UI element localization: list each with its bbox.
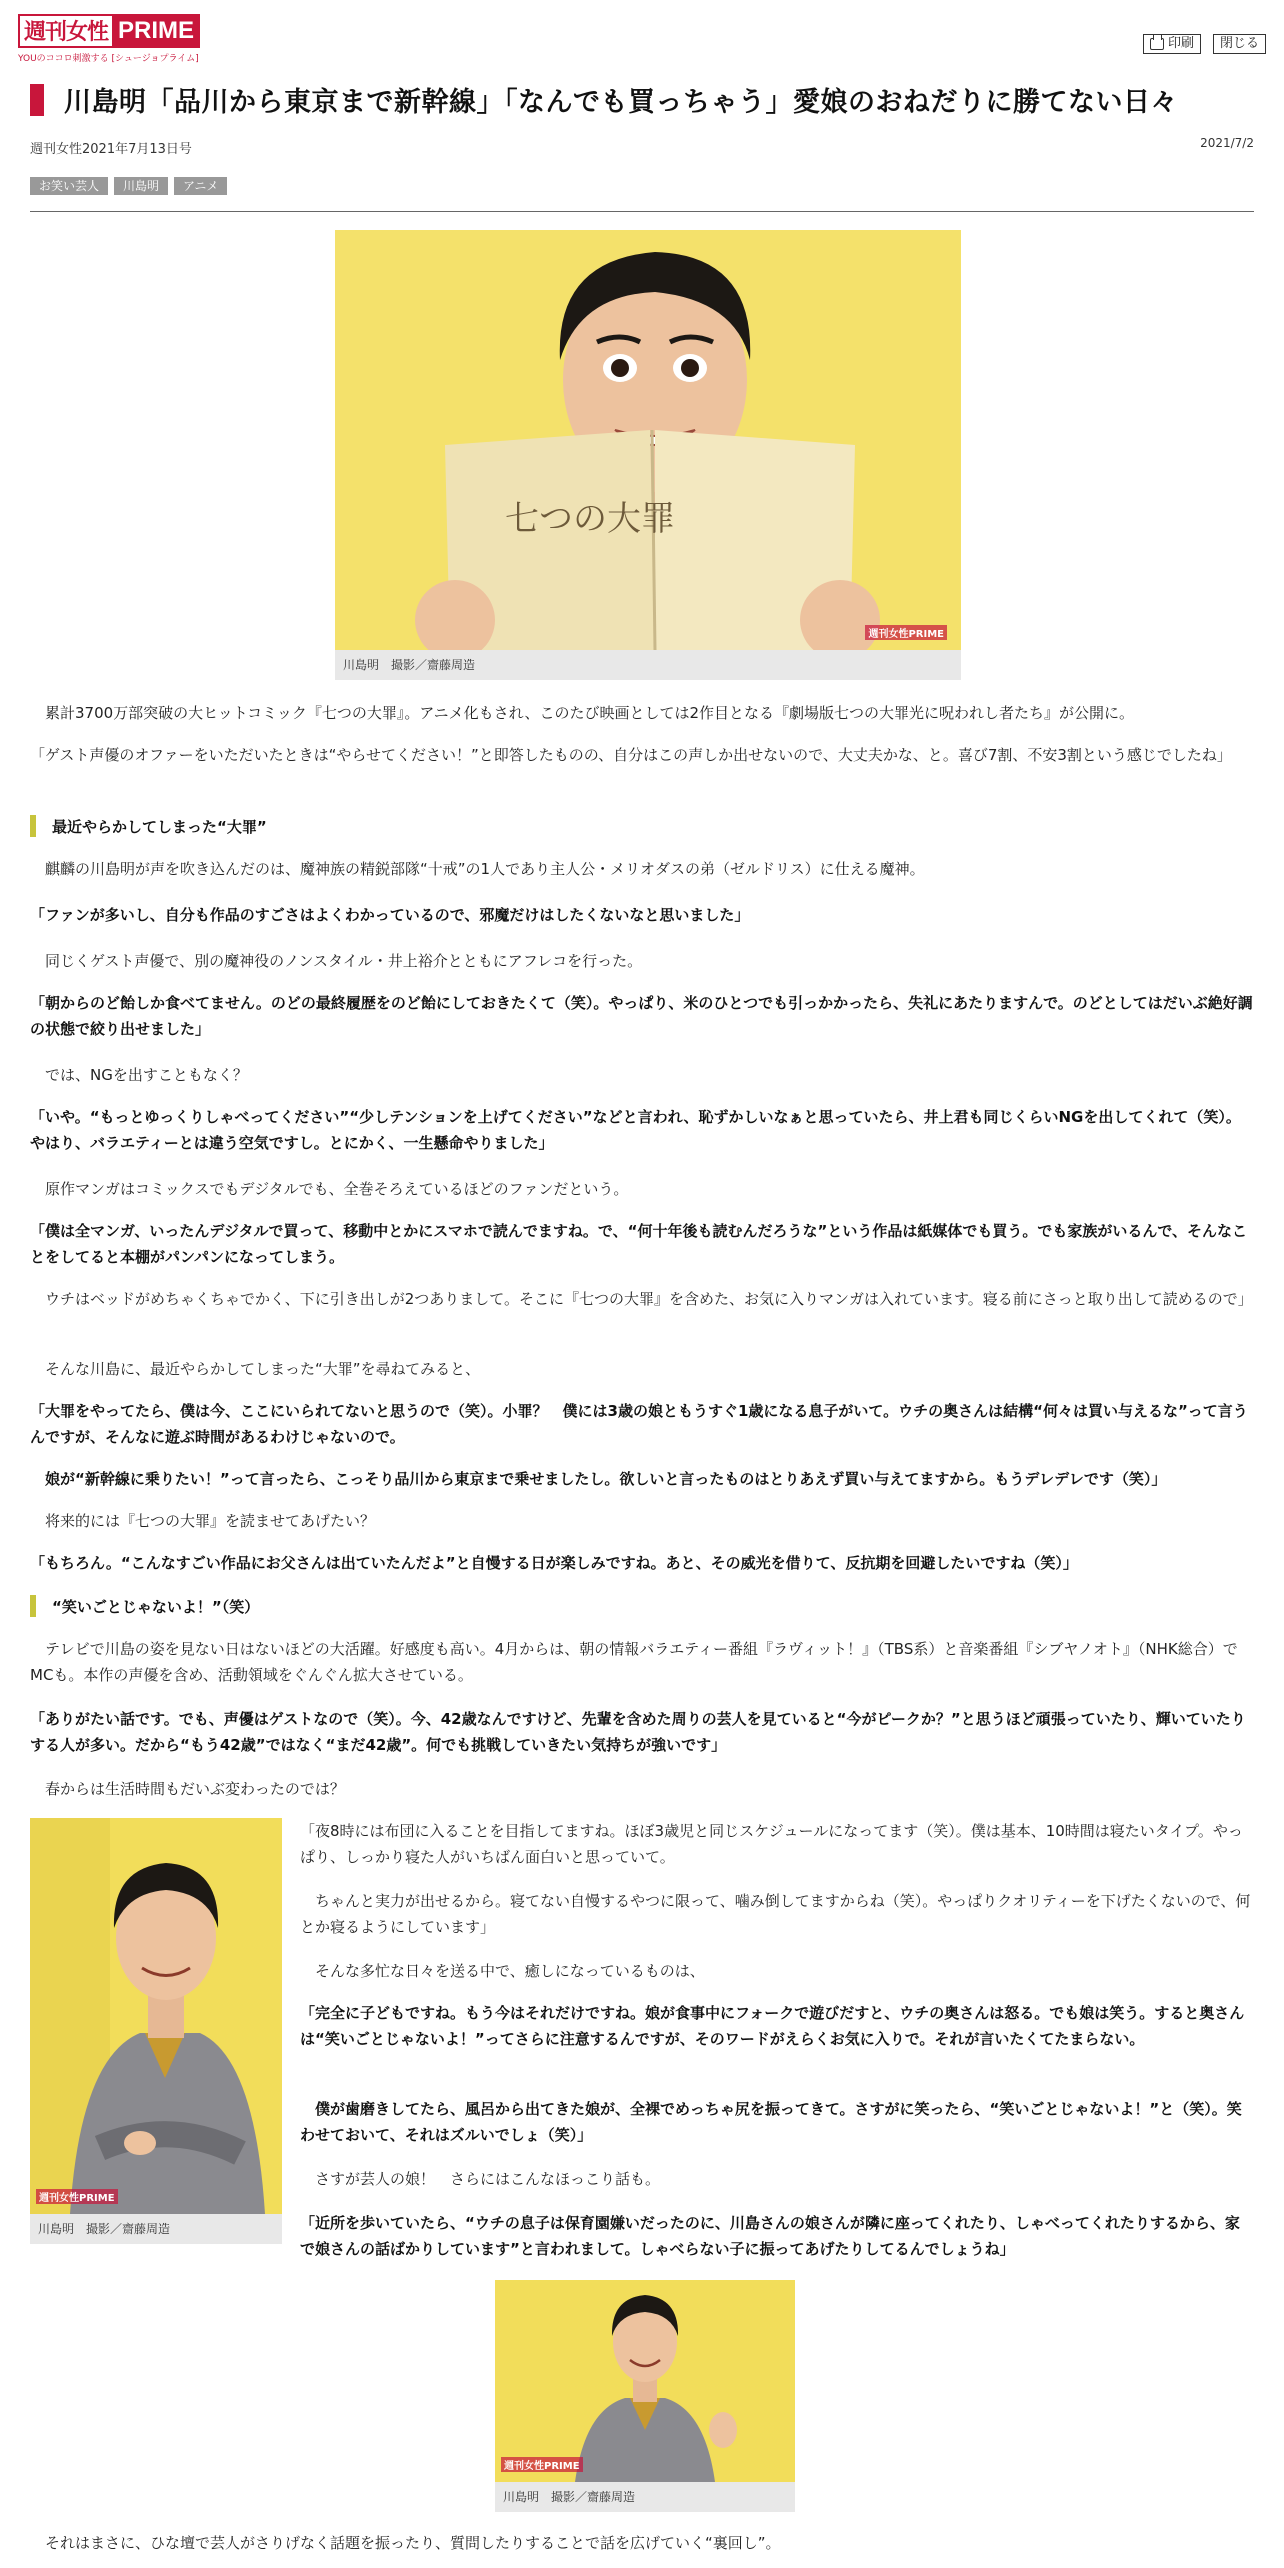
- printer-icon: [1150, 38, 1164, 50]
- main-photo: [335, 230, 961, 680]
- quote-paragraph: 「もちろん。“こんなすごい作品にお父さんは出ていたんだよ”と自慢する日が楽しみですね。あと、その威光を借りて、反抗期を回避したいですね（笑）」: [30, 1554, 1078, 1572]
- tag-item[interactable]: お笑い芸人: [30, 177, 108, 195]
- bottom-photo-image: [495, 2280, 795, 2482]
- quote-paragraph: 「朝からのど飴しか食べてません。のどの最終履歴をのど飴にしておきたくて（笑）。やっぱり、米のひとつでも引っかかったら、失礼にあたりますんで。のどとしてはだいぶ絶好調の状態で絞り出せました」: [30, 994, 1253, 1038]
- photo-watermark: 週刊女性PRIME: [501, 2457, 583, 2472]
- site-logo[interactable]: [18, 14, 204, 64]
- paragraph: テレビで川島の姿を見ない日はないほどの大活躍。好感度も高い。4月からは、朝の情報バラエティー番組『ラヴィット！』（TBS系）と音楽番組『シブヤノオト』（NHK総合）でMCも。本作の声優を含め、活動領域をぐんぐん拡大させている。: [30, 1640, 1238, 1684]
- print-label: 印刷: [1167, 36, 1194, 51]
- article-title-block: [30, 80, 1254, 119]
- heading-accent-bar: [30, 1595, 36, 1617]
- bottom-photo-caption: 川島明 撮影／齋藤周造: [503, 2490, 636, 2504]
- paragraph: そんな多忙な日々を送る中で、癒しになっているものは、: [315, 1962, 705, 1980]
- main-photo-image: [335, 230, 961, 650]
- title-accent-bar: [30, 84, 44, 116]
- section-heading: [30, 1594, 259, 1618]
- paragraph: では、NGを出すこともなく？: [45, 1066, 248, 1084]
- quote-paragraph: 「近所を歩いていたら、“ウチの息子は保育園嫌いだったのに、川島さんの娘さんが隣に座ってくれたり、しゃべってくれたりするから、家で娘さんの話ばかりしています”と言われまして。しゃべらない子に振ってあげたりしてるんでしょうね」: [300, 2214, 1240, 2258]
- publish-date: 2021/7/2: [1200, 136, 1254, 150]
- print-button[interactable]: [1143, 34, 1201, 54]
- top-buttons: [1143, 34, 1266, 54]
- logo-text-jp: 週刊女性: [18, 14, 112, 48]
- side-photo: [30, 1818, 282, 2244]
- tag-list: [30, 177, 227, 195]
- quote-paragraph: 「夜8時には布団に入ることを目指してますね。ほぼ3歳児と同じスケジュールになってます（笑）。僕は基本、10時間は寝たいタイプ。やっぱり、しっかり寝た人がいちばん面白いと思っていて。: [300, 1822, 1243, 1866]
- quote-paragraph: 僕が歯磨きしてたら、風呂から出てきた娘が、全裸でめっちゃ尻を振ってきて。さすがに笑ったら、“笑いごとじゃないよ！”と（笑）。笑わせておいて、それはズルいでしょ（笑）」: [300, 2100, 1242, 2144]
- bottom-photo: [495, 2280, 795, 2512]
- main-photo-caption: 川島明 撮影／齋藤周造: [343, 658, 476, 672]
- photo-watermark: 週刊女性PRIME: [865, 625, 947, 640]
- quote-paragraph: 「いや。“もっとゆっくりしゃべってください”“少しテンションを上げてください”などと言われ、恥ずかしいなぁと思っていたら、井上君も同じくらいNGを出してくれて（笑）。やはり、バラエティーとは違う空気ですし。とにかく、一生懸命やりました」: [30, 1108, 1241, 1152]
- logo-text-prime: PRIME: [112, 14, 200, 48]
- paragraph: 春からは生活時間もだいぶ変わったのでは？: [45, 1780, 345, 1798]
- paragraph: 累計3700万部突破の大ヒットコミック『七つの大罪』。アニメ化もされ、このたび映画としては2作目となる『劇場版七つの大罪光に呪われし者たち』が公開に。: [45, 704, 1135, 722]
- section-heading-text: “笑いごとじゃないよ！”（笑）: [52, 1597, 260, 1616]
- quote-paragraph: 「ありがたい話です。でも、声優はゲストなので（笑）。今、42歳なんですけど、先輩を含めた周りの芸人を見ていると“今がピークか？”と思うほど頑張っていたり、輝いていたりする人が多い。だから“もう42歳”ではなく“まだ42歳”。何でも挑戦していきたい気持ちが強いです」: [30, 1710, 1246, 1754]
- close-label: 閉じる: [1219, 36, 1259, 51]
- quote-paragraph: 「大罪をやってたら、僕は今、ここにいられてないと思うので（笑）。小罪？ 僕には3歳の娘ともうすぐ1歳になる息子がいて。ウチの奥さんは結構“何々は買い与えるな”って言うんですが、そんなに遊ぶ時間があるわけじゃないので。: [30, 1402, 1248, 1446]
- paragraph: 将来的には『七つの大罪』を読ませてあげたい？: [45, 1512, 376, 1530]
- side-photo-image: [30, 1818, 282, 2214]
- book-cover-title: 七つの大罪: [505, 499, 675, 539]
- article-title: 川島明「品川から東京まで新幹線」「なんでも買っちゃう」愛娘のおねだりに勝てない日々: [64, 87, 1178, 118]
- paragraph: ウチはベッドがめちゃくちゃでかく、下に引き出しが2つありまして。そこに『七つの大罪』を含めた、お気に入りマンガは入れています。寝る前にさっと取り出して読めるので」: [45, 1290, 1253, 1308]
- side-photo-caption: 川島明 撮影／齋藤周造: [38, 2222, 171, 2236]
- header-divider: [30, 211, 1254, 212]
- paragraph: 同じくゲスト声優で、別の魔神役のノンスタイル・井上裕介とともにアフレコを行った。: [45, 952, 643, 970]
- paragraph: 原作マンガはコミックスでもデジタルでも、全巻そろえているほどのファンだという。: [45, 1180, 629, 1198]
- section-heading: [30, 814, 267, 838]
- quote-paragraph: 「ファンが多いし、自分も作品のすごさはよくわかっているので、邪魔だけはしたくないなと思いました」: [30, 906, 750, 924]
- quote-paragraph: 「僕は全マンガ、いったんデジタルで買って、移動中とかにスマホで読んでますね。で、“何十年後も読むんだろうな”という作品は紙媒体でも買う。でも家族がいるんで、そんなことをしてると本棚がパンパンになってしまう。: [30, 1222, 1248, 1266]
- paragraph: さすが芸人の娘！ さらにはこんなほっこり話も。: [315, 2170, 661, 2188]
- portrait-illustration: [335, 230, 961, 650]
- paragraph: 「ゲスト声優のオファーをいただいたときは“やらせてください！”と即答したものの、自分はこの声しか出せないので、大丈夫かな、と。喜び7割、不安3割という感じでしたね」: [30, 746, 1232, 764]
- tag-item[interactable]: 川島明: [114, 177, 168, 195]
- bottom-portrait-illustration: [495, 2280, 795, 2482]
- quote-paragraph: 「完全に子どもですね。もう今はそれだけですね。娘が食事中にフォークで遊びだすと、ウチの奥さんは怒る。でも娘は笑う。すると奥さんは“笑いごとじゃないよ！”ってさらに注意するんですが、そのワードがえらくお気に入りで。それが言いたくてたまらない。: [300, 2004, 1245, 2048]
- paragraph: 麒麟の川島明が声を吹き込んだのは、魔神族の精鋭部隊“十戒”の1人であり主人公・メリオダスの弟（ゼルドリス）に仕える魔神。: [45, 860, 925, 878]
- paragraph: それはまさに、ひな壇で芸人がさりげなく話題を振ったり、質問したりすることで話を広げていく“裏回し”。: [45, 2534, 781, 2552]
- side-portrait-illustration: [30, 1818, 282, 2214]
- section-heading-text: 最近やらかしてしまった“大罪”: [52, 817, 267, 836]
- paragraph: そんな川島に、最近やらかしてしまった“大罪”を尋ねてみると、: [45, 1360, 481, 1378]
- heading-accent-bar: [30, 815, 36, 837]
- photo-watermark: 週刊女性PRIME: [36, 2189, 118, 2204]
- logo-tagline: YOUのココロ刺激する [シュージョプライム]: [18, 54, 199, 64]
- issue-label: 週刊女性2021年7月13日号: [30, 142, 192, 157]
- close-button[interactable]: [1213, 34, 1266, 54]
- tag-item[interactable]: アニメ: [174, 177, 227, 195]
- quote-paragraph: 娘が“新幹線に乗りたい！”って言ったら、こっそり品川から東京まで乗せましたし。欲しいと言ったものはとりあえず買い与えてますから。もうデレデレです（笑）」: [45, 1470, 1167, 1488]
- paragraph: ちゃんと実力が出せるから。寝てない自慢するやつに限って、噛み倒してますからね（笑）。やっぱりクオリティーを下げたくないので、何とか寝るようにしています」: [300, 1892, 1251, 1936]
